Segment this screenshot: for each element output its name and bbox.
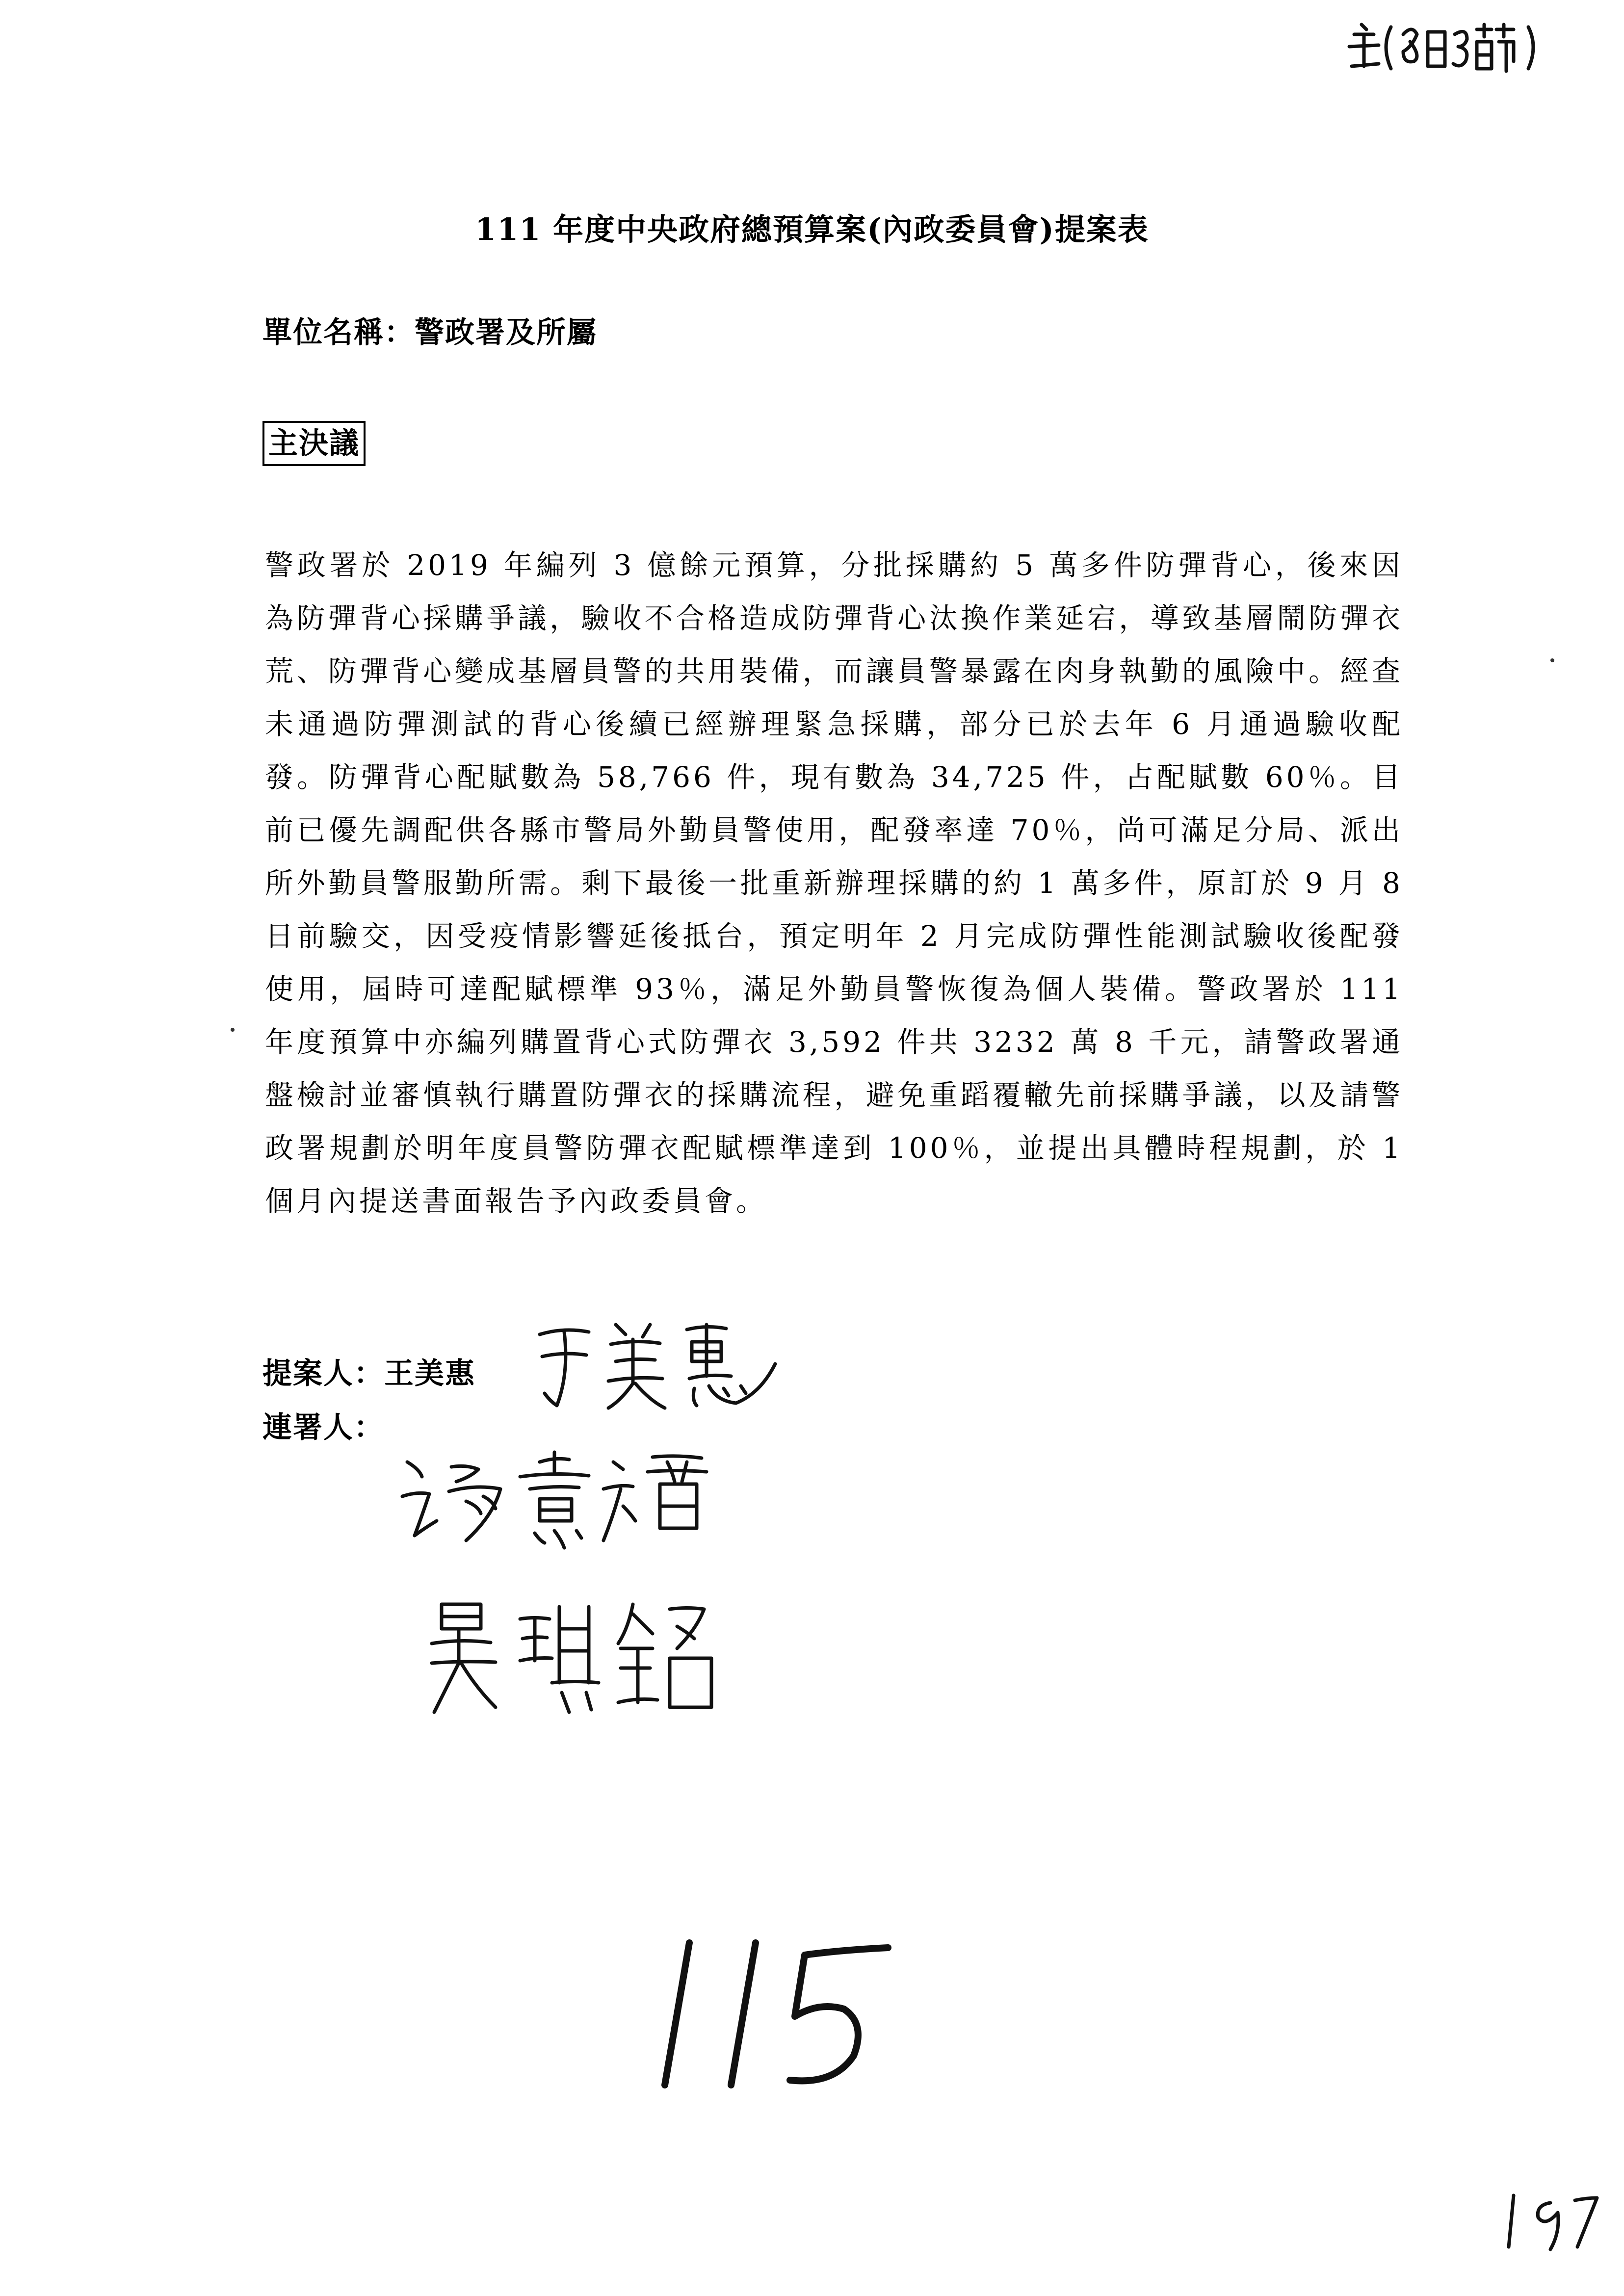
document-title: 111 年度中央政府總預算案(內政委員會)提案表 [475,211,1149,247]
scan-speck [231,1028,235,1032]
resolution-body: 警政署於 2019 年編列 3 億餘元預算，分批採購約 5 萬多件防彈背心，後來因為防彈背心採購爭議，驗收不合格造成防彈背心汰換作業延宕，導致基層鬧防彈衣荒、防彈背心變成基層員警的共用裝備，而讓員警暴露在肉身執勤的風險中。經查未通過防彈測試的背心後續已經辦理緊急採購，部分已於去年 6 月通過驗收配發。防彈背心配賦數為 58,766 件，現有數為 34,725 件，占配賦數 60％。目前已優先調配供各縣市警局外勤員警使用，配發率達 70％，尚可滿足分局、派出所外勤員警服勤所需。剩下最後一批重新辦理採購的約 1 萬多件，原訂於 9 月 8 日前驗交，因受疫情影響延後抵台，預定明年 2 月完成防彈性能測試驗收後配發使用，屆時可達配賦標準 93％，滿足外勤員警恢復為個人裝備。警政署於 111 年度預算中亦編列購置背心式防彈衣 3,592 件共 3232 萬 8 千元，請警政署通盤檢討並審慎執行購置防彈衣的採購流程，避免重蹈覆轍先前採購爭議，以及請警政署規劃於明年度員警防彈衣配賦標準達到 100％，並提出具體時程規劃，於 1 個月內提送書面報告予內政委員會。 [265,548,1403,1218]
cosigner-label: 連署人： [262,1410,384,1445]
cosigner-signature-2 [422,1590,746,1727]
proposer-signature [530,1315,785,1418]
cosigner-line [262,1408,384,1447]
unit-label: 單位名稱： [262,315,415,350]
proposer-label: 提案人： [262,1357,384,1391]
section-tag: 主決議 [262,421,366,466]
page-number [1496,2183,1609,2257]
proposer-line [262,1354,475,1393]
handwritten-number [643,1928,917,2100]
proposer-name: 王美惠 [384,1357,475,1391]
cosigner-signature-1 [393,1442,765,1560]
header-handwritten-note [1344,15,1560,78]
unit-line [262,313,597,352]
scan-speck [1550,658,1554,662]
unit-value: 警政署及所屬 [415,315,597,350]
